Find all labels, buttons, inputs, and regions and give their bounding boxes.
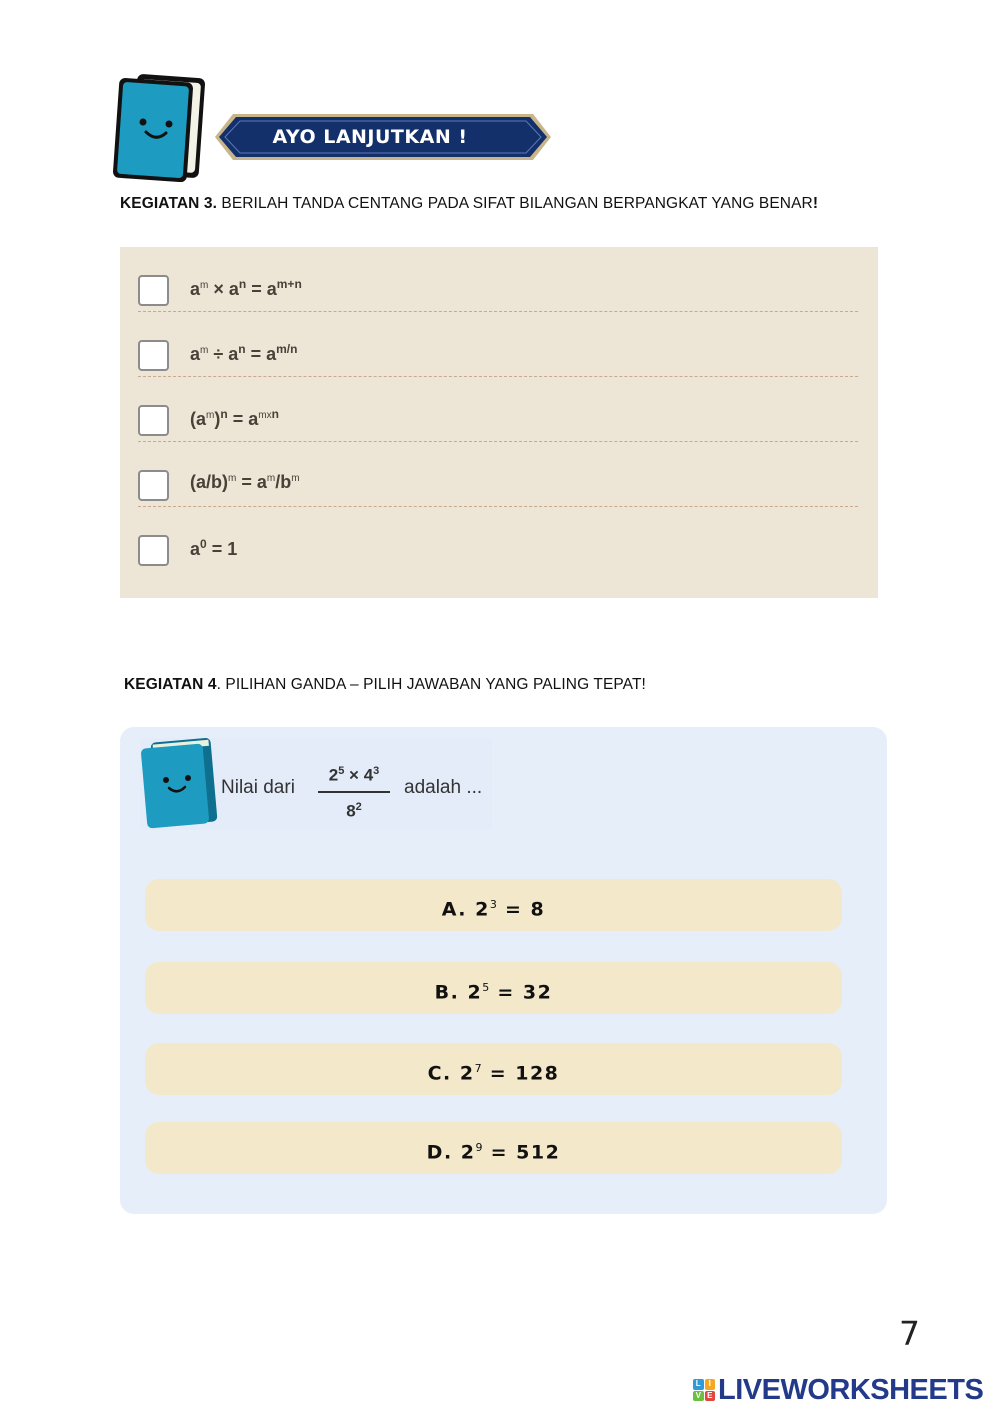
checklist-item — [138, 312, 858, 377]
logo-text: LIVEWORKSHEETS — [718, 1373, 984, 1406]
checklist-panel — [120, 247, 878, 598]
checklist-item — [138, 247, 858, 312]
activity3-instruction — [120, 195, 818, 213]
activity3-text: BERILAH TANDA CENTANG PADA SIFAT BILANGAN BERPANGKAT YANG BENAR — [216, 195, 813, 212]
property-formula-2: $a^m \div a^n = a^{m/n}$ — [190, 342, 298, 364]
option-c-button[interactable]: C. $2^7 = 128$ — [145, 1043, 842, 1095]
fraction-denominator: $8^2$ — [346, 800, 362, 821]
activity4-instruction — [124, 676, 646, 694]
question-fraction — [318, 758, 390, 822]
checkbox-2[interactable] — [138, 340, 169, 371]
book-mascot-icon — [140, 736, 220, 830]
checklist-item — [138, 442, 858, 507]
property-formula-3: $(a^m)^n = a^{mxn}$ — [190, 407, 279, 429]
activity4-text: . PILIHAN GANDA – PILIH JAWABAN YANG PALING TEPAT! — [216, 676, 646, 693]
checkbox-4[interactable] — [138, 470, 169, 501]
fraction-numerator: $2^5 \times 4^3$ — [328, 765, 380, 785]
question-prefix: Nilai dari — [221, 777, 295, 798]
checkbox-3[interactable] — [138, 405, 169, 436]
property-formula-4: $(a/b)^m = a^m/b^m$ — [190, 472, 300, 492]
activity3-label: KEGIATAN 3. — [120, 195, 217, 212]
logo-grid-icon: L I V E — [693, 1379, 715, 1401]
checkbox-1[interactable] — [138, 275, 169, 306]
activity4-label: KEGIATAN 4 — [124, 676, 217, 693]
liveworksheets-logo[interactable] — [693, 1373, 983, 1407]
checklist-item — [138, 507, 858, 572]
checkbox-5[interactable] — [138, 535, 169, 566]
option-a-button[interactable]: A. $2^3 = 8$ — [145, 879, 842, 931]
banner-title: AYO LANJUTKAN ! — [272, 126, 468, 148]
book-mascot-icon — [112, 72, 208, 182]
fraction-bar — [318, 791, 390, 793]
activity3-text-end: ! — [812, 195, 819, 212]
option-d-button[interactable]: D. $2^9 = 512$ — [145, 1122, 842, 1174]
page-number: 7 — [899, 1314, 920, 1353]
option-b-button[interactable]: B. $2^5 = 32$ — [145, 962, 842, 1014]
checklist-item — [138, 377, 858, 442]
question-suffix: adalah ... — [404, 777, 483, 798]
property-formula-5: $a^0 = 1$ — [190, 537, 238, 559]
property-formula-1: $a^m \times a^n = a^{m+n}$ — [190, 277, 302, 299]
